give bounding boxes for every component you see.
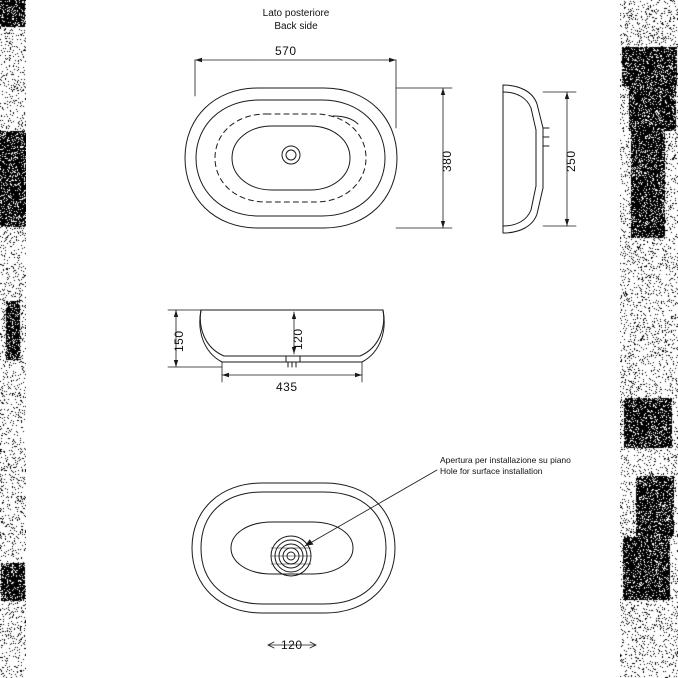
callout-text-en: Hole for surface installation — [440, 465, 543, 476]
bottom-view-hole — [271, 536, 311, 576]
dim-label-250: 250 — [564, 150, 578, 172]
back-side-caption-en: Back side — [274, 20, 318, 32]
top-view-outline — [185, 88, 397, 228]
dim-570 — [195, 58, 396, 128]
dim-label-380: 380 — [440, 150, 454, 172]
callout-leader — [305, 470, 437, 546]
callout-text — [440, 455, 571, 476]
dim-label-150: 150 — [172, 330, 186, 352]
top-view-basin — [232, 126, 350, 190]
top-view-bowl-dashed — [215, 114, 366, 202]
top-view-drain — [282, 146, 300, 164]
top-view-overflow-slot — [333, 116, 358, 124]
callout-text-it: Apertura per installazione su piano — [440, 455, 571, 465]
dim-label-570: 570 — [275, 44, 297, 58]
side-view-outline — [503, 85, 549, 233]
back-side-caption-it: Lato posteriore — [262, 8, 330, 19]
dim-label-435: 435 — [276, 380, 298, 394]
back-side-caption — [236, 8, 356, 33]
dim-label-120-hole: 120 — [281, 638, 303, 652]
dim-label-120-height: 120 — [291, 328, 305, 350]
